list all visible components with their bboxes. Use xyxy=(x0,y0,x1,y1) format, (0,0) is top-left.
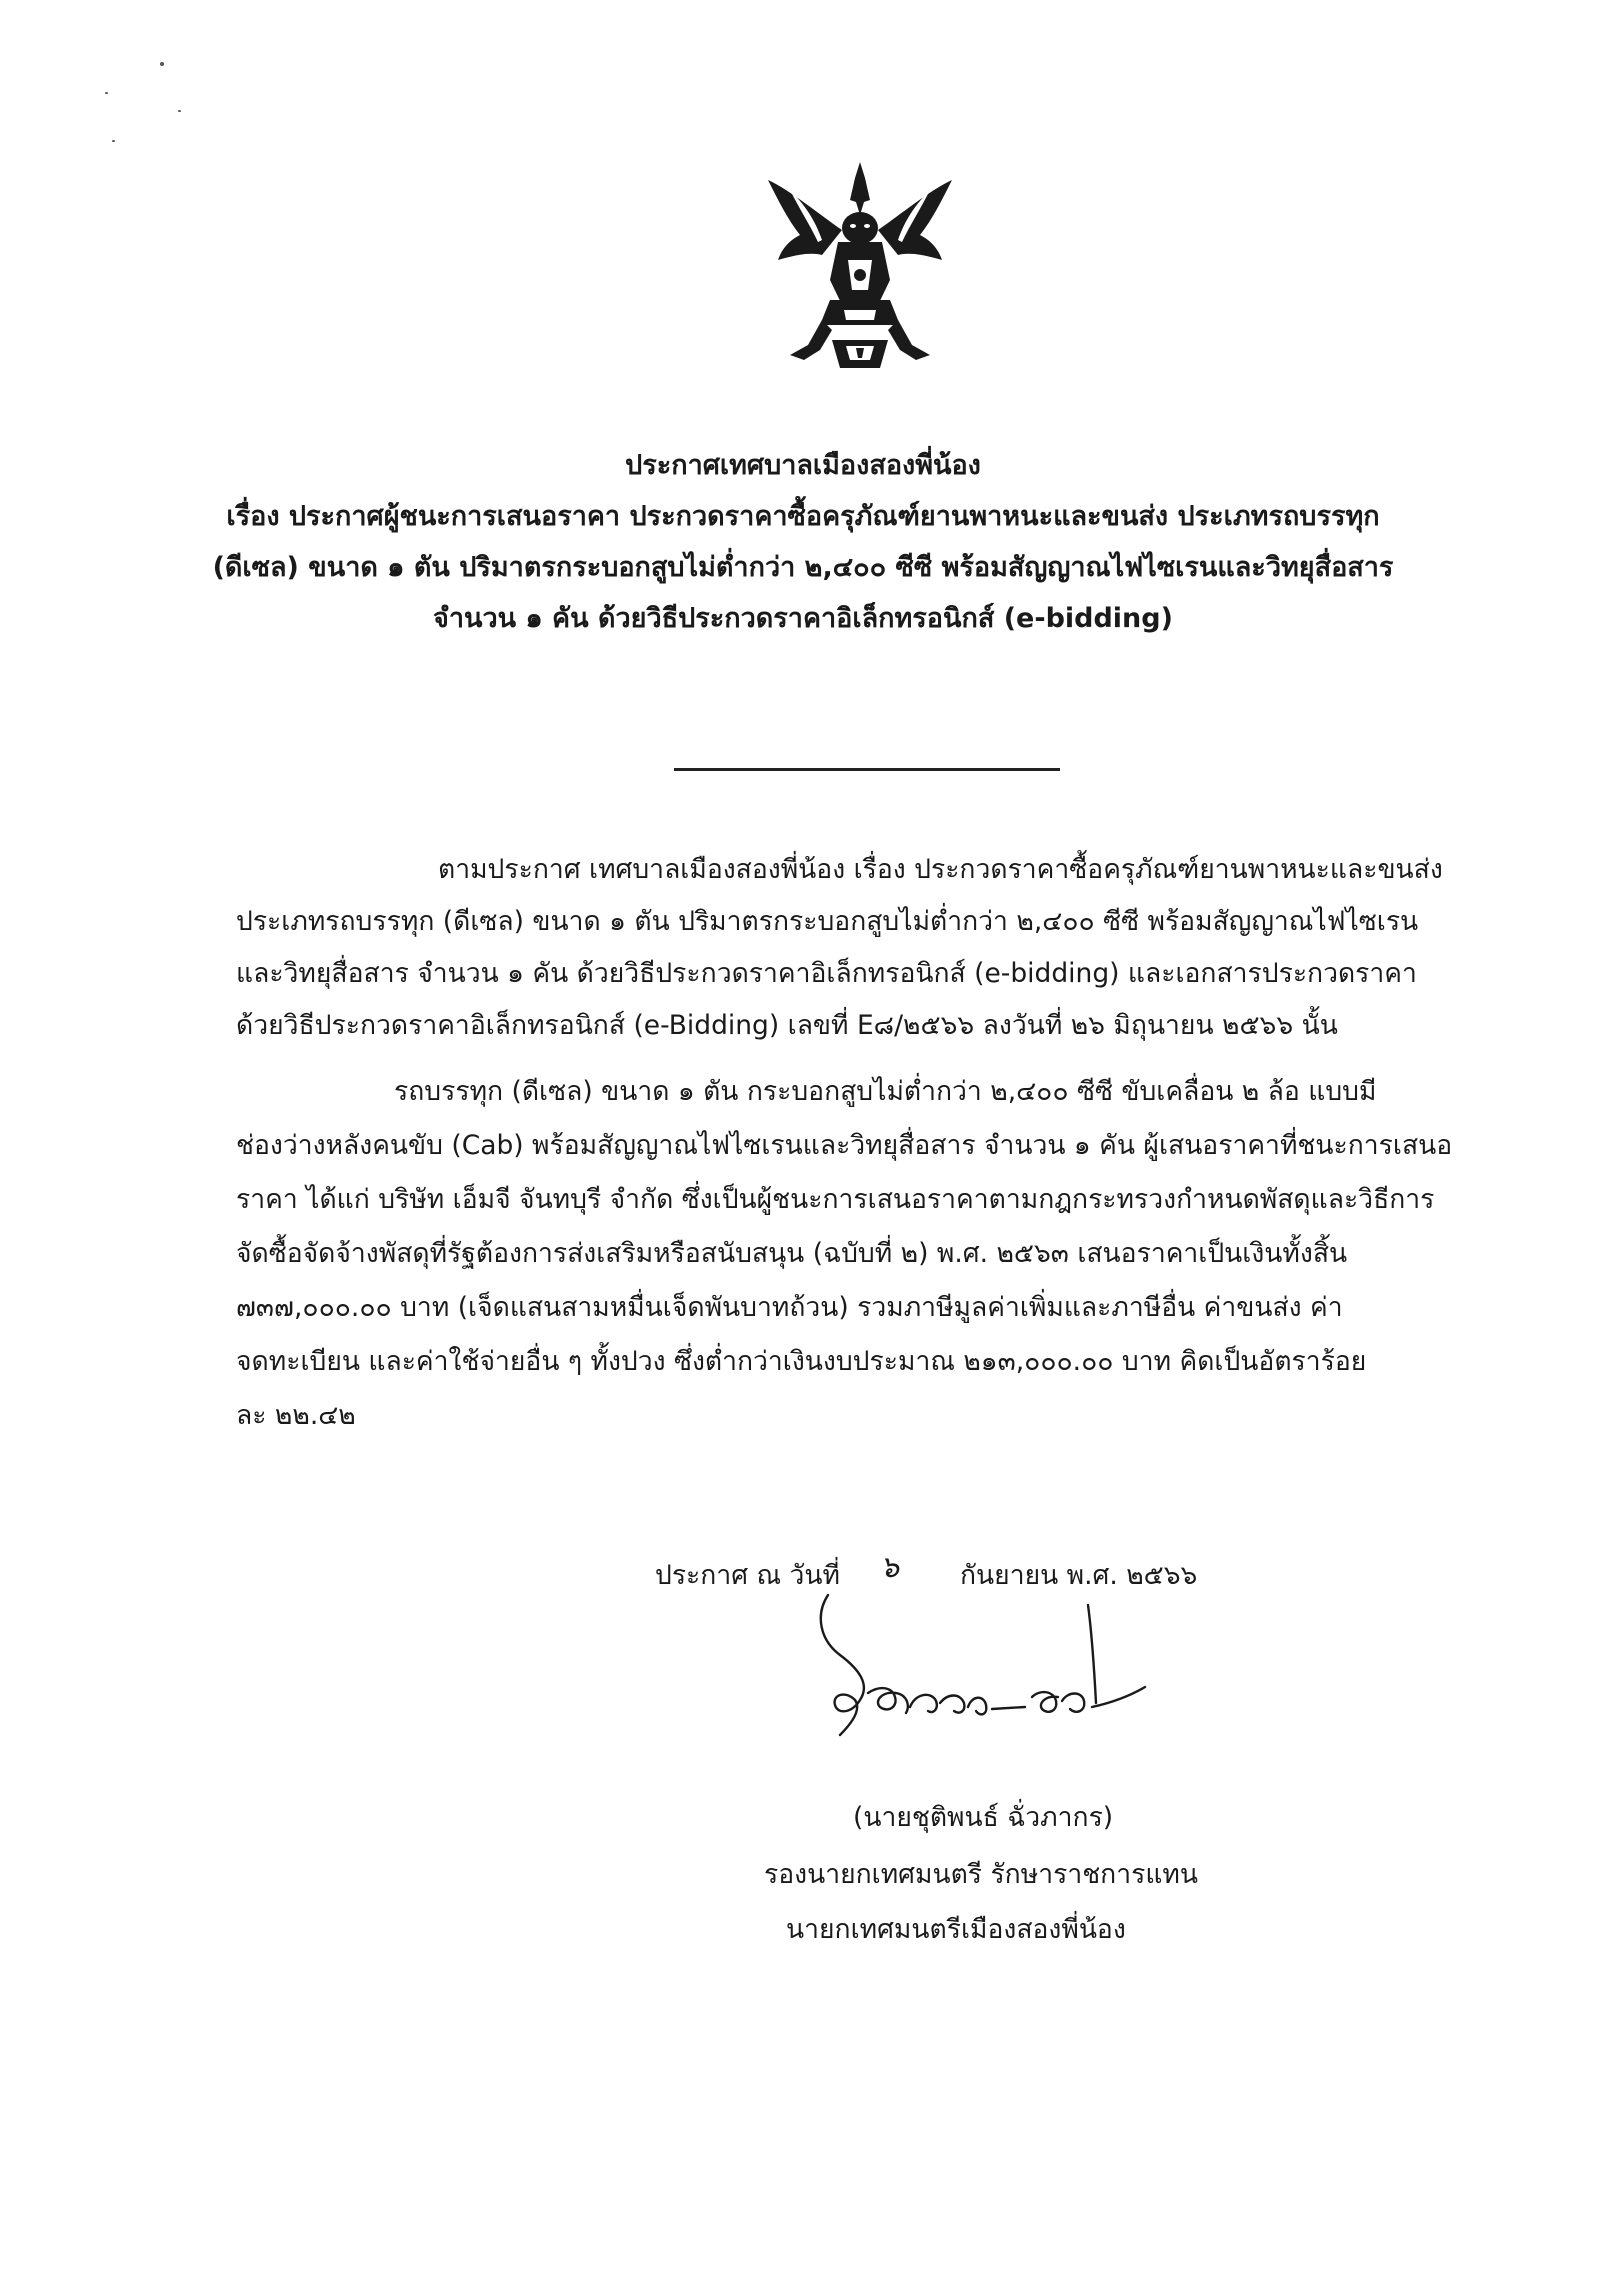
signatory-position-2: นายกเทศมนตรีเมืองสองพี่น้อง xyxy=(786,1914,1126,1945)
subject-line-3: จำนวน ๑ คัน ด้วยวิธีประกวดราคาอิเล็กทรอนิกส์ (e-bidding) xyxy=(433,603,1173,634)
paragraph-2-line: ช่องว่างหลังคนขับ (Cab) พร้อมสัญญาณไฟไซเรนและวิทยุสื่อสาร จำนวน ๑ คัน ผู้เสนอราคาที่ชนะการเสนอ xyxy=(236,1130,1453,1161)
paragraph-1-line: ด้วยวิธีประกวดราคาอิเล็กทรอนิกส์ (e-Bidding) เลขที่ E๘/๒๕๖๖ ลงวันที่ ๒๖ มิถุนายน ๒๕๖๖ นั้น xyxy=(236,1010,1338,1041)
paragraph-2-line: ๗๓๗,๐๐๐.๐๐ บาท (เจ็ดแสนสามหมื่นเจ็ดพันบาทถ้วน) รวมภาษีมูลค่าเพิ่มและภาษีอื่น ค่าขนส่ง ค่า xyxy=(236,1292,1343,1323)
title-divider xyxy=(674,768,1060,771)
paragraph-1-line: ตามประกาศ เทศบาลเมืองสองพี่น้อง เรื่อง ประกวดราคาซื้อครุภัณฑ์ยานพาหนะและขนส่ง xyxy=(438,854,1443,885)
scan-speck xyxy=(105,92,108,94)
paragraph-1-line: ประเภทรถบรรทุก (ดีเซล) ขนาด ๑ ตัน ปริมาตรกระบอกสูบไม่ต่ำกว่า ๒,๔๐๐ ซีซี พร้อมสัญญาณไฟไซเรน xyxy=(236,906,1419,937)
announcement-day: ๖ xyxy=(880,1550,900,1585)
signatory-name: (นายชุติพนธ์ ฉั่วภากร) xyxy=(853,1802,1114,1833)
scan-speck xyxy=(178,110,181,112)
announcement-month-year: กันยายน พ.ศ. ๒๕๖๖ xyxy=(960,1560,1198,1591)
garuda-emblem-icon xyxy=(760,160,960,370)
subject-line-1: เรื่อง ประกาศผู้ชนะการเสนอราคา ประกวดราคาซื้อครุภัณฑ์ยานพาหนะและขนส่ง ประเภทรถบรรทุก xyxy=(226,501,1380,532)
document-title: ประกาศเทศบาลเมืองสองพี่น้อง xyxy=(625,450,981,481)
scan-speck xyxy=(112,140,115,142)
paragraph-2-line: รถบรรทุก (ดีเซล) ขนาด ๑ ตัน กระบอกสูบไม่ต่ำกว่า ๒,๔๐๐ ซีซี ขับเคลื่อน ๒ ล้อ แบบมี xyxy=(394,1076,1377,1107)
paragraph-2-line: จัดซื้อจัดจ้างพัสดุที่รัฐต้องการส่งเสริมหรือสนับสนุน (ฉบับที่ ๒) พ.ศ. ๒๕๖๓ เสนอราคาเป็นเงินทั้งสิ้น xyxy=(236,1238,1348,1269)
paragraph-1-line: และวิทยุสื่อสาร จำนวน ๑ คัน ด้วยวิธีประกวดราคาอิเล็กทรอนิกส์ (e-bidding) และเอกสารประกวดราคา xyxy=(236,958,1417,989)
signatory-position-1: รองนายกเทศมนตรี รักษาราชการแทน xyxy=(764,1859,1199,1890)
announcement-date-prefix: ประกาศ ณ วันที่ xyxy=(655,1560,840,1591)
paragraph-2-line: จดทะเบียน และค่าใช้จ่ายอื่น ๆ ทั้งปวง ซึ่งต่ำกว่าเงินงบประมาณ ๒๑๓,๐๐๐.๐๐ บาท คิดเป็นอัตราร้อย xyxy=(236,1346,1367,1377)
paragraph-2-line: ละ ๒๒.๔๒ xyxy=(236,1400,356,1431)
subject-line-2: (ดีเซล) ขนาด ๑ ตัน ปริมาตรกระบอกสูบไม่ต่ำกว่า ๒,๔๐๐ ซีซี พร้อมสัญญาณไฟไซเรนและวิทยุสื่อสาร xyxy=(212,552,1394,583)
handwritten-signature xyxy=(810,1585,1170,1760)
scan-speck xyxy=(160,62,164,66)
paragraph-2-line: ราคา ได้แก่ บริษัท เอ็มจี จันทบุรี จำกัด ซึ่งเป็นผู้ชนะการเสนอราคาตามกฎกระทรวงกำหนดพัสดุและวิธีการ xyxy=(236,1184,1435,1215)
